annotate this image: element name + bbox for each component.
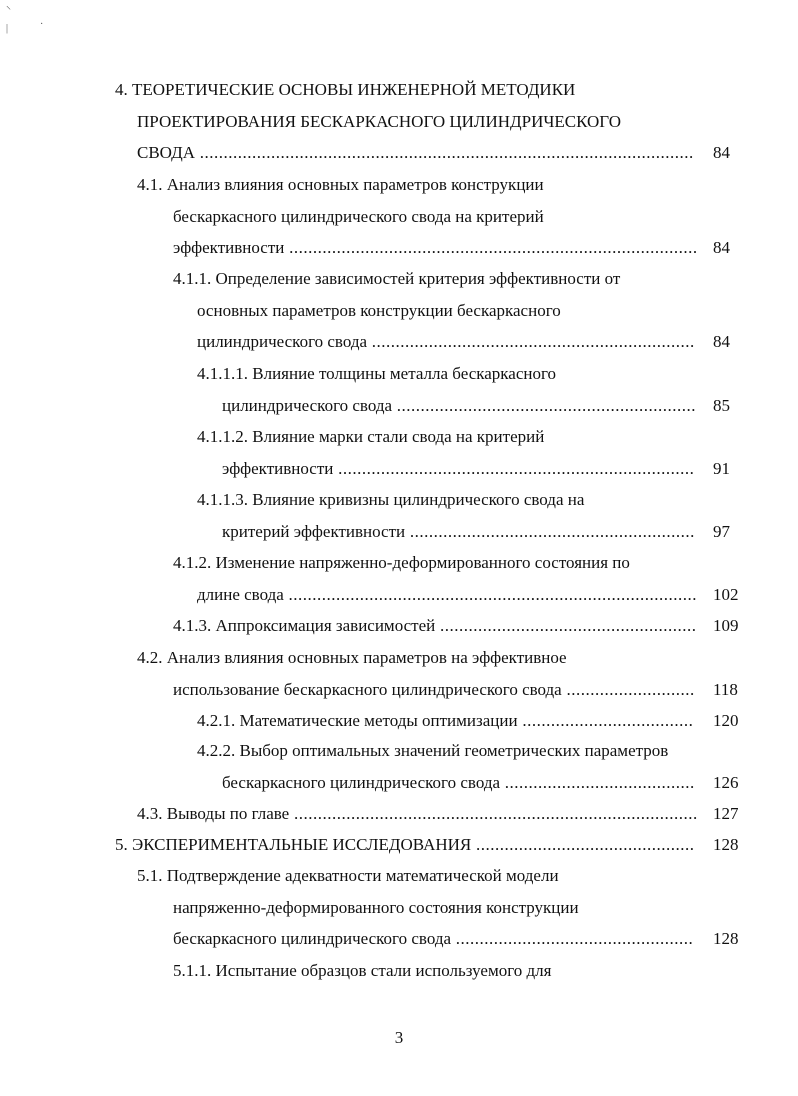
toc-entry-line	[222, 773, 695, 793]
toc-page-number: 120	[713, 711, 739, 730]
toc-entry-text: длине свода	[197, 584, 284, 604]
toc-page-number: 118	[713, 679, 738, 699]
toc-entry-text: цилиндрического свода	[222, 395, 393, 415]
toc-entry-text: бескаркасного цилиндрического свода	[222, 772, 501, 792]
toc-page-number: 97	[713, 521, 730, 541]
toc-entry-line	[173, 898, 579, 918]
toc-leader-dots: ......................................................................................	[283, 584, 698, 604]
toc-entry-text: напряженно-деформированного состояния конструкции	[173, 897, 579, 917]
toc-entry-line	[173, 269, 620, 289]
toc-entry-line	[222, 396, 696, 416]
toc-page-number: 84	[713, 332, 730, 351]
toc-leader-dots: ...............................................................	[392, 395, 697, 415]
toc-entry-text: эффективности	[173, 238, 285, 257]
toc-entry-line	[137, 804, 698, 824]
toc-leader-dots: ....................................................................	[367, 332, 695, 351]
toc-entry-text: 4. ТЕОРЕТИЧЕСКИЕ ОСНОВЫ ИНЖЕНЕРНОЙ МЕТОДИКИ	[115, 80, 576, 99]
toc-leader-dots: ......................................................	[435, 616, 697, 635]
toc-entry-text: бескаркасного цилиндрического свода	[173, 929, 452, 948]
toc-leader-dots: ..................................................	[451, 929, 694, 948]
toc-entry-line	[197, 427, 544, 447]
page-number: 3	[394, 1028, 404, 1047]
toc-entry-text: цилиндрического свода	[197, 332, 368, 351]
toc-entry-line	[137, 143, 694, 163]
toc-leader-dots: ...........................	[561, 679, 695, 699]
toc-entry-text: СВОДА	[137, 143, 195, 162]
toc-entry-line	[197, 741, 668, 761]
toc-entry-line	[115, 835, 695, 855]
toc-entry-line	[173, 616, 696, 636]
toc-page-number: 84	[713, 238, 730, 257]
toc-entry-line	[115, 80, 575, 100]
toc-entry-line	[197, 332, 695, 352]
toc-leader-dots: ..............................................	[471, 835, 695, 854]
toc-entry-text: ПРОЕКТИРОВАНИЯ БЕСКАРКАСНОГО ЦИЛИНДРИЧЕСКОГО	[137, 111, 621, 131]
toc-entry-line	[173, 929, 693, 949]
toc-entry-text: 4.2. Анализ влияния основных параметров на эффективное	[137, 648, 567, 667]
toc-page-number: 91	[713, 458, 730, 478]
toc-entry-text: 4.3. Выводы по главе	[137, 804, 290, 823]
toc-page-number: 127	[713, 804, 739, 823]
toc-entry-text: критерий эффективности	[222, 521, 406, 541]
toc-entry-text: основных параметров конструкции бескаркасного	[197, 300, 561, 320]
scan-artifact: ·	[40, 19, 44, 30]
toc-entry-line	[222, 459, 694, 479]
toc-entry-text: бескаркасного цилиндрического свода на критерий	[173, 206, 544, 226]
toc-entry-line	[173, 207, 544, 227]
toc-entry-text: 4.2.1. Математические методы оптимизации	[197, 711, 518, 730]
toc-entry-line	[197, 490, 584, 510]
toc-page-number: 126	[713, 772, 739, 792]
toc-leader-dots: ........................................................................................................	[194, 143, 694, 162]
toc-leader-dots: .....................................................................................	[289, 804, 698, 823]
toc-leader-dots: ............................................................	[405, 521, 695, 541]
toc-entry-text: 4.2.2. Выбор оптимальных значений геометрических параметров	[197, 741, 669, 760]
toc-entry-text: 4.1.3. Аппроксимация зависимостей	[173, 616, 436, 635]
toc-entry-line	[173, 553, 630, 573]
toc-page-number: 128	[713, 929, 739, 948]
toc-page-number: 84	[713, 143, 730, 162]
toc-entry-line	[173, 238, 698, 258]
toc-page-number: 85	[713, 395, 730, 415]
scan-artifact: |	[6, 23, 9, 34]
toc-leader-dots: ....................................	[517, 711, 694, 730]
toc-entry-line	[137, 866, 559, 886]
toc-entry-line	[173, 961, 551, 981]
toc-entry-line	[197, 301, 561, 321]
toc-entry-line	[197, 711, 693, 731]
toc-leader-dots: ...........................................................................	[333, 458, 695, 478]
toc-page-number: 128	[713, 835, 739, 854]
toc-entry-text: 4.1.1.3. Влияние кривизны цилиндрического свода на	[197, 490, 585, 509]
toc-entry-text: 5.1. Подтверждение адекватности математической модели	[137, 866, 559, 885]
toc-entry-line	[173, 680, 695, 700]
toc-leader-dots: ........................................	[500, 772, 695, 792]
toc-entry-line	[137, 112, 621, 132]
scan-artifact: ⸌	[6, 5, 11, 16]
toc-page-number: 102	[713, 584, 739, 604]
toc-entry-text: 4.1. Анализ влияния основных параметров конструкции	[137, 175, 544, 194]
toc-entry-text: 5.1.1. Испытание образцов стали используемого для	[173, 961, 552, 980]
toc-entry-line	[222, 522, 695, 542]
toc-entry-line	[197, 364, 556, 384]
toc-entry-text: 4.1.2. Изменение напряженно-деформированного состояния по	[173, 553, 630, 572]
toc-entry-text: 4.1.1.1. Влияние толщины металла бескаркасного	[197, 364, 557, 383]
toc-entry-text: использование бескаркасного цилиндрического свода	[173, 679, 562, 699]
toc-entry-line	[137, 648, 567, 668]
toc-entry-text: 5. ЭКСПЕРИМЕНТАЛЬНЫЕ ИССЛЕДОВАНИЯ	[115, 835, 472, 854]
toc-entry-text: 4.1.1.2. Влияние марки стали свода на критерий	[197, 427, 545, 446]
toc-entry-text: 4.1.1. Определение зависимостей критерия эффективности от	[173, 269, 621, 288]
toc-entry-line	[137, 175, 544, 195]
toc-page-number: 109	[713, 616, 739, 635]
toc-leader-dots: ......................................................................................	[284, 238, 698, 257]
toc-entry-line	[197, 585, 697, 605]
toc-entry-text: эффективности	[222, 458, 334, 478]
